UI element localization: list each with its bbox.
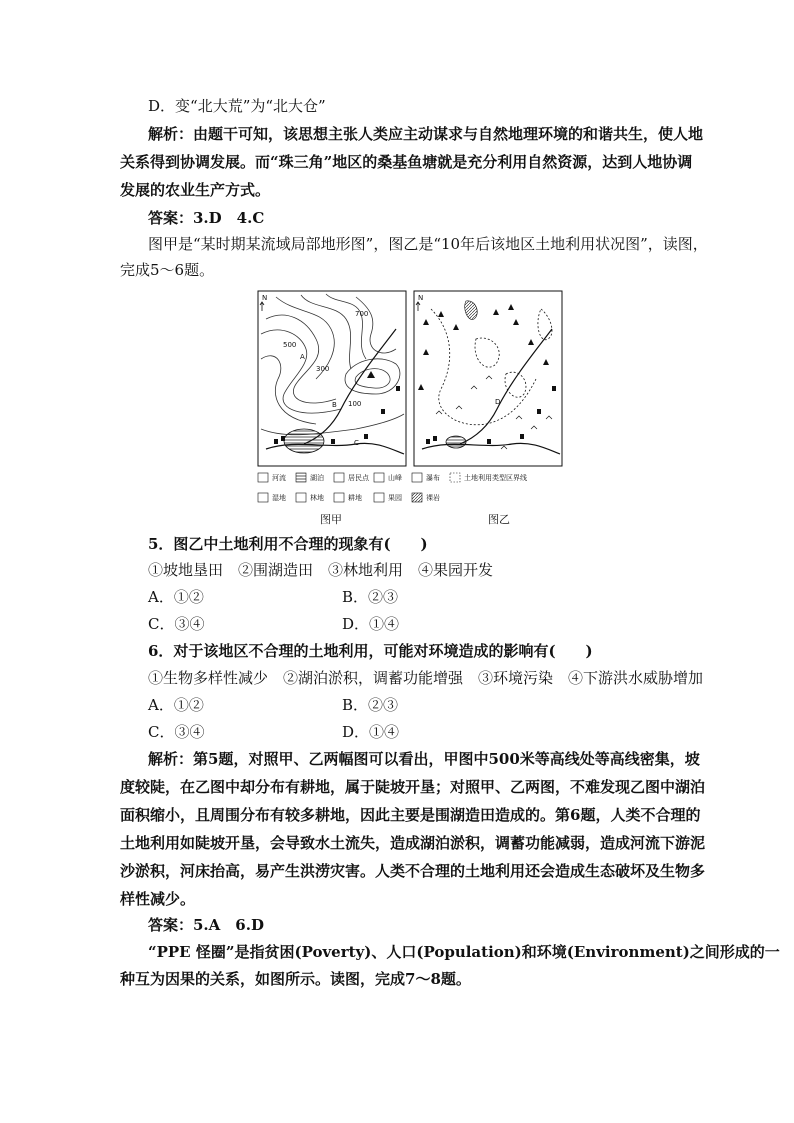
analysis2-line-1: 解析：第5题，对照甲、乙两幅图可以看出，甲图中500米等高线处等高线密集，坡 xyxy=(148,750,700,768)
q6-items: ①生物多样性减少 ②湖泊淤积，调蓄功能增强 ③环境污染 ④下游洪水威胁增加 xyxy=(148,669,704,687)
intro-line-1: 图甲是“某时期某流域局部地形图”，图乙是“10年后该地区土地利用状况图”，读图， xyxy=(148,235,708,253)
svg-text:耕地: 耕地 xyxy=(348,494,362,502)
analysis-line-2: 关系得到协调发展。而“珠三角”地区的桑基鱼塘就是充分利用自然资源，达到人地协调 xyxy=(120,153,693,171)
analysis2-line-2: 度较陡，在乙图中却分布有耕地，属于陡坡开垦；对照甲、乙两图，不难发现乙图中湖泊 xyxy=(120,778,706,796)
answer-5-6: 答案：5.A 6.D xyxy=(148,916,264,934)
q5-items: ①坡地垦田 ②围湖造田 ③林地利用 ④果园开发 xyxy=(148,561,494,579)
svg-text:居民点: 居民点 xyxy=(348,474,369,482)
intro-line-2: 完成5～6题。 xyxy=(120,261,215,279)
analysis2-line-3: 面积缩小，且周围分布有较多耕地，因此主要是围湖造田造成的。第6题，人类不合理的 xyxy=(120,806,701,824)
svg-text:裸岩: 裸岩 xyxy=(426,494,440,502)
contour-100: 100 xyxy=(348,400,362,408)
ppe-line-1: “PPE 怪圈”是指贫困(Poverty)、人口(Population)和环境(Environment)之间形成的一 xyxy=(148,943,780,961)
lake-jia xyxy=(284,429,324,453)
q5-stem: 5．图乙中土地利用不合理的现象有( ) xyxy=(148,535,428,553)
point-c-label: C xyxy=(354,439,359,447)
svg-text:河流: 河流 xyxy=(272,474,286,482)
analysis-line-3: 发展的农业生产方式。 xyxy=(120,181,271,199)
north-label-yi: N xyxy=(418,294,424,302)
analysis2-line-5: 沙淤积，河床抬高，易产生洪涝灾害。人类不合理的土地利用还会造成生态破坏及生物多 xyxy=(120,862,706,880)
map-figure xyxy=(256,289,566,529)
map-jia xyxy=(258,291,406,466)
caption-yi: 图乙 xyxy=(488,513,510,526)
map-legend xyxy=(258,473,527,502)
q5-option-c: C．③④ xyxy=(148,615,205,633)
svg-text:土地利用类型区界线: 土地利用类型区界线 xyxy=(464,474,527,482)
contour-300: 300 xyxy=(316,365,330,373)
q6-stem: 6．对于该地区不合理的土地利用，可能对环境造成的影响有( ) xyxy=(148,642,593,660)
q5-option-b: B．②③ xyxy=(342,588,399,606)
ppe-line-2: 种互为因果的关系，如图所示。读图，完成7～8题。 xyxy=(120,970,471,988)
q6-option-b: B．②③ xyxy=(342,696,399,714)
q6-option-a: A．①② xyxy=(148,696,204,714)
svg-text:山峰: 山峰 xyxy=(388,474,402,482)
map-figure-svg xyxy=(256,289,566,529)
q5-row2 xyxy=(148,614,708,634)
caption-jia: 图甲 xyxy=(320,513,342,526)
q6-row1 xyxy=(148,695,708,715)
lake-yi xyxy=(446,436,466,448)
q6-option-c: C．③④ xyxy=(148,723,205,741)
q6-option-d: D．①④ xyxy=(342,723,400,741)
q6-row2 xyxy=(148,722,708,742)
north-label-jia: N xyxy=(262,294,268,302)
contour-700: 700 xyxy=(355,310,369,318)
q5-option-a: A．①② xyxy=(148,588,204,606)
analysis2-line-4: 土地利用如陡坡开垦，会导致水土流失，造成湖泊淤积，调蓄功能减弱，造成河流下游泥 xyxy=(120,834,706,852)
svg-text:湿地: 湿地 xyxy=(272,494,286,502)
map-yi xyxy=(414,291,562,466)
point-b-label: B xyxy=(332,401,337,409)
analysis-line-1: 解析：由题干可知，该思想主张人类应主动谋求与自然地理环境的和谐共生，使人地 xyxy=(148,125,704,143)
q5-row1 xyxy=(148,587,708,607)
svg-text:瀑布: 瀑布 xyxy=(426,474,440,482)
svg-text:果园: 果园 xyxy=(388,494,402,502)
point-a-label: A xyxy=(300,353,305,361)
option-d-text: D．变“北大荒”为“北大仓” xyxy=(148,97,326,115)
analysis2-line-6: 样性减少。 xyxy=(120,890,196,908)
svg-text:林地: 林地 xyxy=(310,494,324,502)
svg-text:D: D xyxy=(495,398,501,406)
svg-text:湖泊: 湖泊 xyxy=(310,474,324,482)
answer-3-4: 答案：3.D 4.C xyxy=(148,209,265,227)
q5-option-d: D．①④ xyxy=(342,615,400,633)
contour-500: 500 xyxy=(283,341,297,349)
